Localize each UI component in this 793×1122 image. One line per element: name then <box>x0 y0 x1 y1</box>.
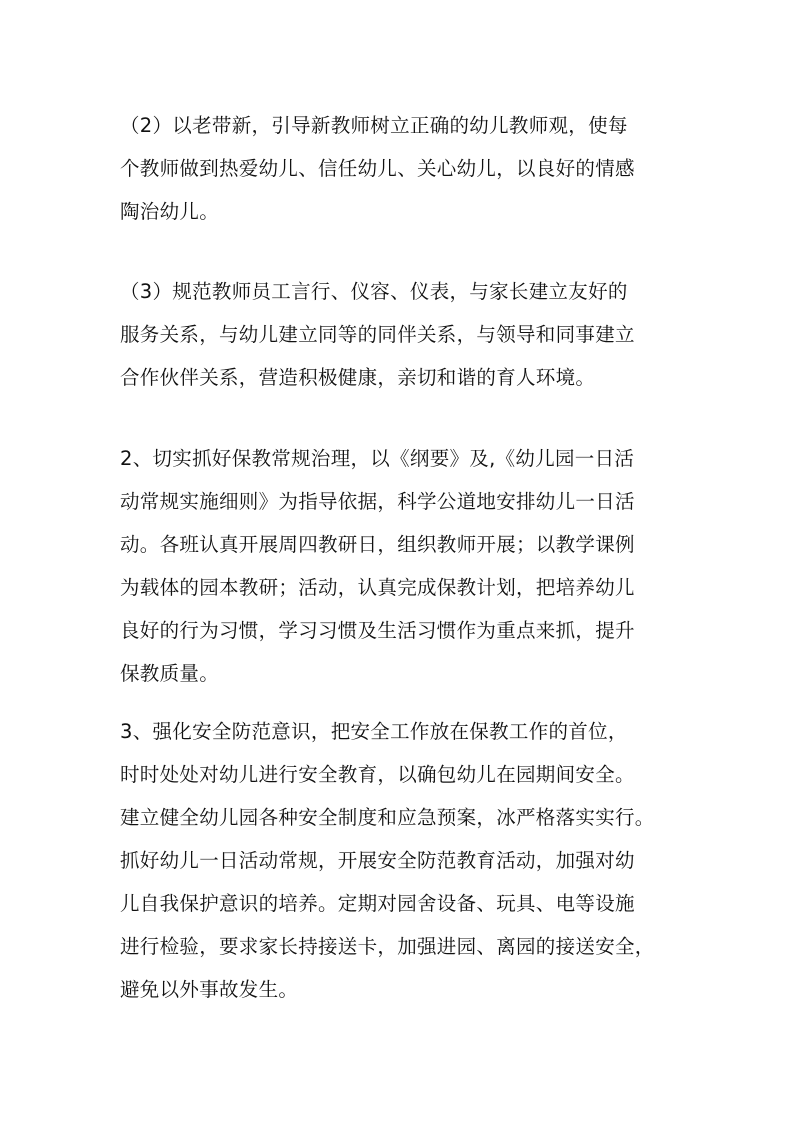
text-line: 保教质量。 <box>120 662 220 685</box>
text-line: 陶治幼儿。 <box>120 200 220 223</box>
text-line: 动。各班认真开展周四教研日，组织教师开展；以教学课例 <box>120 533 635 556</box>
text-line: 儿自我保护意识的培养。定期对园舍设备、玩具、电等设施 <box>120 892 635 915</box>
text-line: （3）规范教师员工言行、仪容、仪表，与家长建立友好的 <box>120 280 628 303</box>
text-line: 进行检验，要求家长持接送卡，加强进园、离园的接送安全， <box>120 935 655 958</box>
text-line: （2）以老带新，引导新教师树立正确的幼儿教师观，使每 <box>120 114 628 137</box>
text-line: 良好的行为习惯，学习习惯及生活习惯作为重点来抓，提升 <box>120 619 635 642</box>
text-line: 个教师做到热爱幼儿、信任幼儿、关心幼儿，以良好的情感 <box>120 157 635 180</box>
text-line: 避免以外事故发生。 <box>120 978 299 1001</box>
text-line: 2、切实抓好保教常规治理，以《纲要》及,《幼儿园一日活 <box>120 447 635 470</box>
text-line: 合作伙伴关系，营造积极健康，亲切和谐的育人环境。 <box>120 366 596 389</box>
text-line: 服务关系，与幼儿建立同等的同伴关系，与领导和同事建立 <box>120 323 635 346</box>
paragraph-mentoring <box>120 104 720 233</box>
paragraph-conduct <box>120 270 720 399</box>
text-line: 动常规实施细则》为指导依据，科学公道地安排幼儿一日活 <box>120 490 635 513</box>
paragraph-safety <box>120 710 720 1011</box>
text-line: 3、强化安全防范意识，把安全工作放在保教工作的首位， <box>120 720 628 743</box>
paragraph-routine-management <box>120 437 720 695</box>
text-line: 建立健全幼儿园各种安全制度和应急预案，冰严格落实实行。 <box>120 806 655 829</box>
text-line: 为载体的园本教研；活动，认真完成保教计划，把培养幼儿 <box>120 576 635 599</box>
text-line: 抓好幼儿一日活动常规，开展安全防范教育活动，加强对幼 <box>120 849 635 872</box>
text-line: 时时处处对幼儿进行安全教育，以确包幼儿在园期间安全。 <box>120 763 635 786</box>
